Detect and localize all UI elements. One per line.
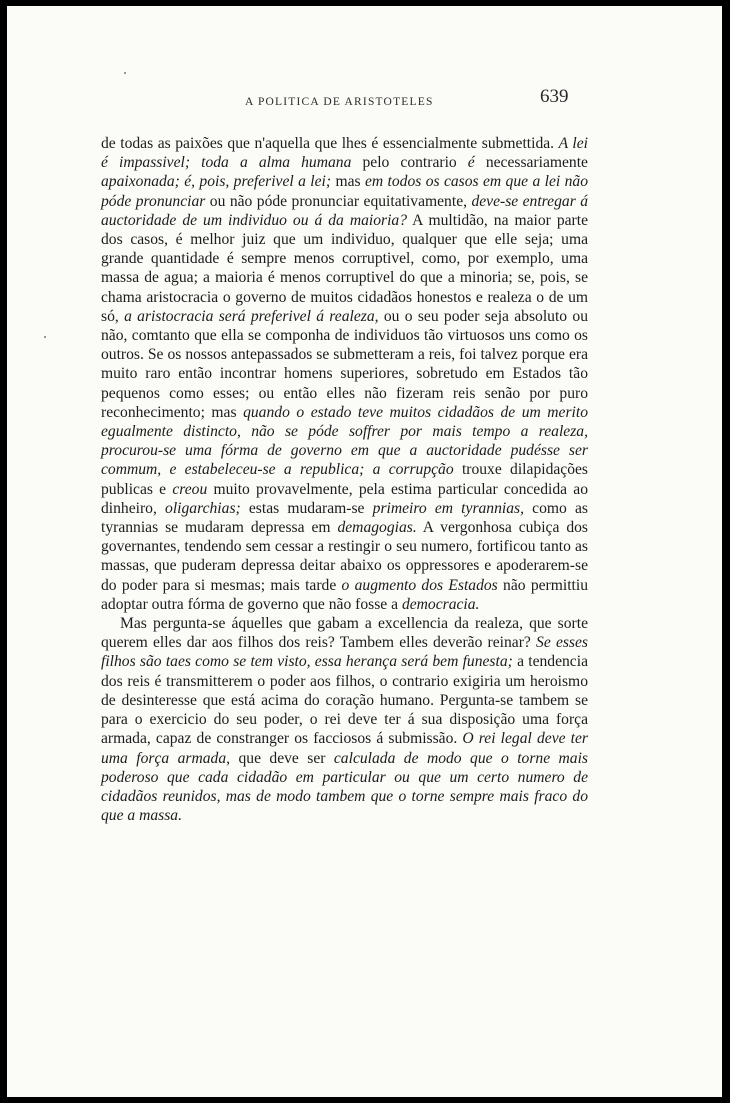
text-run: trouxe dilapidações publicas e [101, 461, 588, 498]
italic-text: a aristocracia será preferivel á realeza, [124, 307, 379, 325]
italic-text: o augmento dos Estados [341, 576, 498, 594]
text-run: mas [331, 173, 365, 191]
italic-text: O rei legal deve ter uma força armada, [101, 730, 588, 767]
italic-text: quando o estado teve muitos cidadãos de um merito egualmente distincto, não se póde soffrer por mais tempo a realeza, procurou-se uma fórma de governo em que a auctoridade pudésse ser commum, e estabeleceu-se a republica; a corrupção [101, 403, 588, 479]
text-run: que deve ser [230, 749, 334, 767]
text-run: muito provavelmente, pela estima particular concedida ao dinheiro, [101, 480, 588, 517]
italic-text: Se esses filhos são taes como se tem visto, essa herança será bem funesta; [101, 634, 588, 671]
italic-text: primeiro em tyrannias, [372, 499, 524, 517]
text-run: pelo contrario [351, 154, 468, 172]
text-run: necessariamente [474, 154, 588, 172]
print-speck [44, 336, 46, 338]
italic-text: creou [172, 480, 208, 498]
text-run: não permittiu adoptar outra fórma de governo que não fosse a [101, 576, 588, 613]
print-speck [124, 72, 126, 74]
italic-text: democracia. [401, 595, 480, 613]
italic-text: A lei é impassivel; toda a alma humana [101, 135, 588, 172]
page-number: 639 [540, 86, 569, 107]
italic-text: deve-se entregar á auctoridade de um individuo ou á da maioria? [101, 192, 588, 229]
body-text [101, 134, 588, 825]
text-run: como as tyrannias se mudaram depressa em [101, 499, 588, 537]
running-title: A POLITICA DE ARISTOTELES [245, 96, 434, 108]
italic-text: demagogias. [337, 519, 417, 537]
text-run: de todas as paixões que n'aquella que lhes é essencialmente submettida. [101, 135, 559, 152]
text-run: a tendencia dos reis é transmitterem o poder aos filhos, o contrario exigiria um heroismo de desinteresse que está acima do coração humano. Pergunta-se tambem se para o exercicio do seu poder, o rei deve ter á sua disposição uma força armada, capaz de constranger os facciosos á submissão. [101, 653, 588, 748]
italic-text: oligarchias; [165, 499, 241, 517]
text-run: A vergonhosa cubiça dos governantes, tendendo sem cessar a restingir o seu numero, fortificou tanto as massas, que puderam depressa deitar abaixo os oppressores e apoderarem-se do poder para si mesmas; mais tarde [101, 519, 588, 594]
paragraph [101, 614, 588, 825]
italic-text: calculada de modo que o torne mais poderoso que cada cidadão em particular ou que um certo numero de cidadãos reunidos, mas de modo tambem que o torne sempre mais fraco do que a massa. [101, 749, 588, 825]
italic-text: é [467, 154, 475, 172]
text-run: ou o seu poder seja absoluto ou não, comtanto que ella se componha de individuos tão virtuosos uns como os outros. Se os nossos antepassados se submetteram a reis, foi talvez porque era muito raro então incontrar homens superiores, sobretudo em Estados tão pequenos como esses; ou então elles não fizeram reis senão por puro reconhecimento; mas [101, 307, 589, 421]
italic-text: apaixonada; é, pois, preferivel a lei; [101, 173, 332, 191]
italic-text: em todos os casos em que a lei não póde pronunciar [101, 173, 589, 210]
paragraph [101, 134, 588, 614]
text-run: ou não póde pronunciar equitativamente, [205, 192, 472, 210]
text-run: Mas pergunta-se áquelles que gabam a excellencia da realeza, que sorte querem elles dar aos filhos dos reis? Tambem elles deverão reinar? [101, 615, 588, 652]
text-run: A multidão, na maior parte dos casos, é melhor juiz que um individuo, qualquer que elle seja; uma grande quantidade é sempre menos corruptivel, como, por exemplo, uma massa de agua; a maioria é menos corruptivel do que a minoria; se, pois, se chama aristocracia o governo de muitos cidadãos honestos e realeza o de um só, [101, 211, 589, 325]
text-run: estas mudaram-se [240, 499, 373, 517]
